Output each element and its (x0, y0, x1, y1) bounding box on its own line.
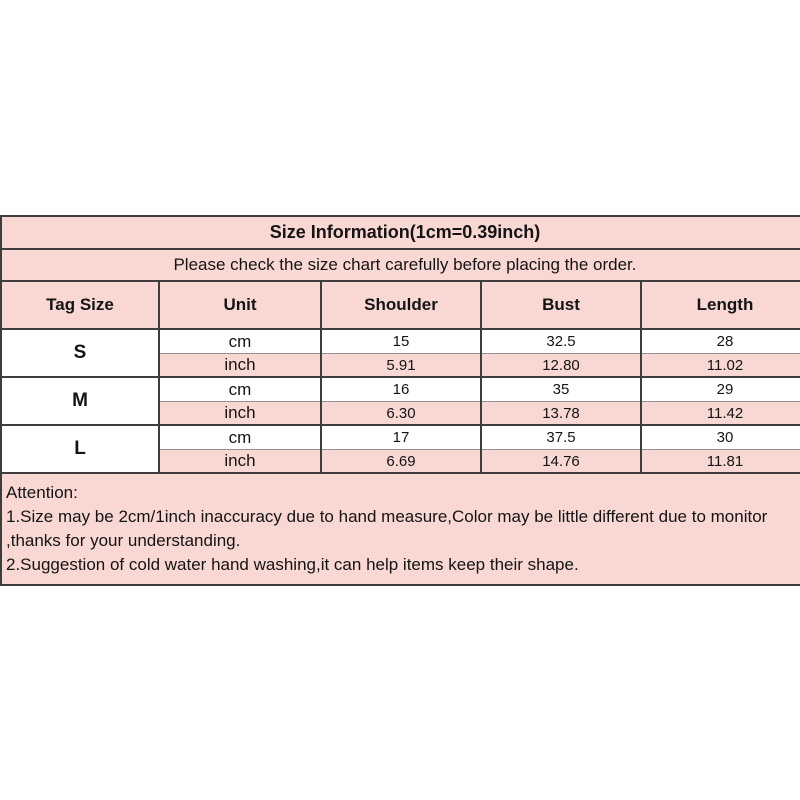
unit-cell: cm (159, 377, 321, 402)
measurement-cell: 14.76 (481, 450, 641, 474)
attention-line: Attention: (6, 483, 78, 502)
attention-line: 1.Size may be 2cm/1inch inaccuracy due to hand measure,Color may be little different due to monitor (6, 507, 768, 526)
measurement-cell: 11.02 (641, 354, 800, 378)
measurement-cell: 5.91 (321, 354, 481, 378)
title-row (1, 216, 800, 249)
measurement-cell: 28 (641, 329, 800, 354)
measurement-cell: 11.81 (641, 450, 800, 474)
tag-size-cell-m: M (1, 377, 159, 425)
attention-row (1, 473, 800, 585)
measurement-cell: 35 (481, 377, 641, 402)
unit-cell: inch (159, 402, 321, 426)
size-table-subtitle: Please check the size chart carefully before placing the order. (1, 249, 800, 281)
measurement-cell: 32.5 (481, 329, 641, 354)
measurement-cell: 37.5 (481, 425, 641, 450)
column-header-unit: Unit (159, 281, 321, 329)
table-row-m-cm (1, 377, 800, 402)
table-row-s-cm (1, 329, 800, 354)
unit-cell: cm (159, 425, 321, 450)
measurement-cell: 29 (641, 377, 800, 402)
attention-line: 2.Suggestion of cold water hand washing,it can help items keep their shape. (6, 555, 579, 574)
measurement-cell: 11.42 (641, 402, 800, 426)
subtitle-row (1, 249, 800, 281)
attention-line: ,thanks for your understanding. (6, 531, 241, 550)
measurement-cell: 17 (321, 425, 481, 450)
measurement-cell: 15 (321, 329, 481, 354)
header-row (1, 281, 800, 329)
unit-cell: inch (159, 354, 321, 378)
column-header-shoulder: Shoulder (321, 281, 481, 329)
column-header-bust: Bust (481, 281, 641, 329)
measurement-cell: 6.69 (321, 450, 481, 474)
size-table (0, 215, 800, 586)
column-header-length: Length (641, 281, 800, 329)
measurement-cell: 12.80 (481, 354, 641, 378)
measurement-cell: 16 (321, 377, 481, 402)
tag-size-cell-l: L (1, 425, 159, 473)
table-row-l-cm (1, 425, 800, 450)
measurement-cell: 30 (641, 425, 800, 450)
size-chart (0, 215, 800, 586)
unit-cell: inch (159, 450, 321, 474)
attention-note (1, 473, 800, 585)
measurement-cell: 13.78 (481, 402, 641, 426)
column-header-tag-size: Tag Size (1, 281, 159, 329)
tag-size-cell-s: S (1, 329, 159, 377)
unit-cell: cm (159, 329, 321, 354)
measurement-cell: 6.30 (321, 402, 481, 426)
size-table-title: Size Information(1cm=0.39inch) (1, 216, 800, 249)
